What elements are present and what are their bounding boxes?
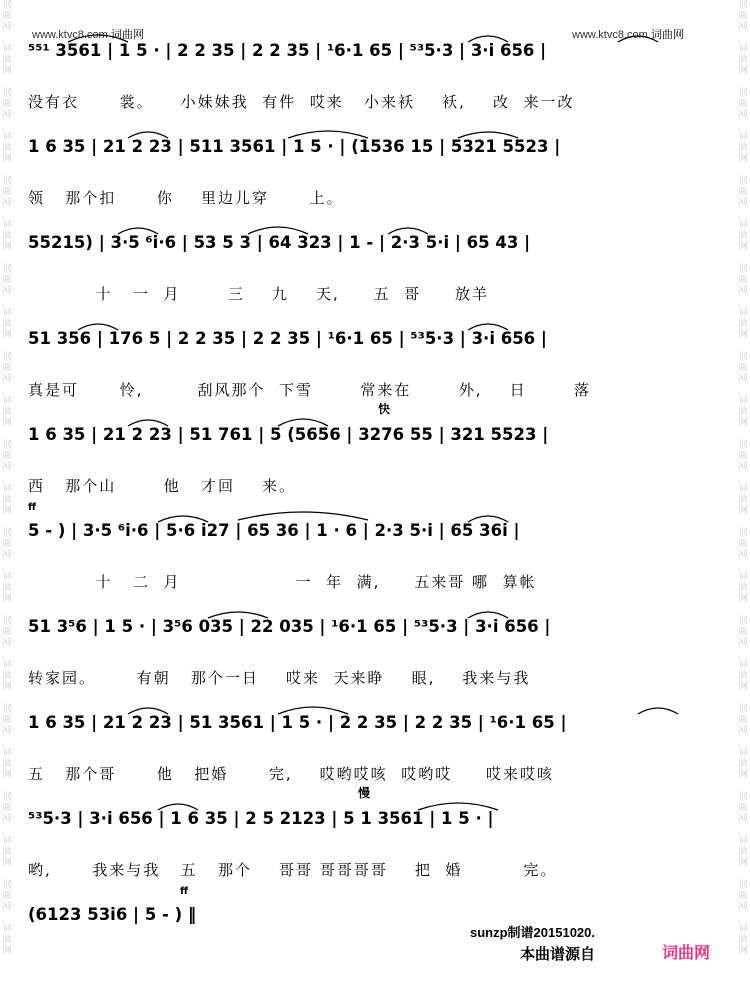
credit-text: sunzp制谱20151020. [470, 925, 596, 940]
notation-text: 51 356 | 176 5 | 2 2 35 | 2 2 35 | ¹6·1 65 | ⁵³5·3 | 3·i 656 | [28, 329, 547, 348]
score-line-5 [28, 402, 724, 510]
notation-row [28, 894, 724, 954]
lyrics-row: 转家园。 有朝 那个一日 哎来 天来睁 眼, 我来与我 [28, 669, 531, 687]
notation-row [28, 606, 724, 666]
notation-text: ⁵³5·3 | 3·i 656 | 1 6 35 | 2 5 2123 | 5 1 3561 | 1 5 · | [28, 809, 494, 828]
notation-row [28, 510, 724, 570]
lyrics-row: 十 二 月 一 年 满, 五来哥 哪 算帐 [28, 573, 537, 591]
score-line-7 [28, 606, 724, 702]
slur-arcs [28, 318, 724, 334]
score-line-2 [28, 126, 724, 222]
lyrics-row: 西 那个山 他 才回 来。 [28, 477, 297, 495]
slur-arcs [28, 510, 724, 526]
source-text: 本曲谱源自 [520, 945, 596, 963]
notation-text: 5 - ) | 3·5 ⁶i·6 | 5·6 i27 | 65 36 | 1 · 6 | 2·3 5·i | 65 36i | [28, 521, 520, 540]
tempo-mark-slow: 慢 [358, 786, 371, 800]
notation-text: 1 6 35 | 21 2 23 | 51 761 | 5 (5656 | 3276 55 | 321 5523 | [28, 425, 549, 444]
slur-arcs [28, 126, 724, 142]
watermark-right-url: www.ktvc8.com [572, 29, 648, 41]
notation-row [28, 414, 724, 474]
side-watermark-left: 词 曲 网 词 曲 网 词 曲 网 词 曲 网 词 曲 网 词 曲 网 词 曲 网 词 曲 网 词 曲 网 词 曲 网 词 曲 网 词 曲 网 词 曲 网 词 曲 网 词 曲 网 词 曲 网 词 曲 网 词 曲 网 词 曲 网 词 曲 网 词 曲 网 词 曲 网 [2, 0, 12, 956]
score-line-4 [28, 318, 724, 414]
notation-text: 1 6 35 | 21 2 23 | 51 3561 | 1 5 · | 2 2 35 | 2 2 35 | ¹6·1 65 | [28, 713, 567, 732]
slur-arcs [28, 798, 724, 814]
side-watermark-right: 词 曲 网 词 曲 网 词 曲 网 词 曲 网 词 曲 网 词 曲 网 词 曲 网 词 曲 网 词 曲 网 词 曲 网 词 曲 网 词 曲 网 词 曲 网 词 曲 网 词 曲 网 词 曲 网 词 曲 网 词 曲 网 词 曲 网 词 曲 网 词 曲 网 词 曲 网 [738, 0, 748, 956]
notation-text: ⁵⁵¹ 3561 | 1 5 · | 2 2 35 | 2 2 35 | ¹6·1 65 | ⁵³5·3 | 3·i 656 | [28, 41, 547, 60]
slur-arcs [28, 222, 724, 238]
notation-row [28, 30, 724, 90]
notation-row [28, 798, 724, 858]
notation-row [28, 318, 724, 378]
slur-arcs [28, 30, 724, 46]
notation-row [28, 702, 724, 762]
notation-row [28, 126, 724, 186]
notation-text: (6123 53i6 | 5 - ) ‖ [28, 905, 197, 924]
watermark-right-site: 词曲网 [650, 29, 684, 41]
notation-text: 1 6 35 | 21 2 23 | 511 3561 | 1 5 · | (1536 15 | 5321 5523 | [28, 137, 561, 156]
notation-text: 55215) | 3·5 ⁶i·6 | 53 5 3 | 64 323 | 1 - | 2·3 5·i | 65 43 | [28, 233, 531, 252]
score-line-8 [28, 702, 724, 798]
score-line-6 [28, 502, 724, 606]
lyrics-row: 哟, 我来与我 五 那个 哥哥 哥哥哥哥 把 婚 完。 [28, 861, 558, 879]
score-line-9 [28, 786, 724, 894]
notation-row [28, 222, 724, 282]
score-line-3 [28, 222, 724, 318]
slur-arcs [28, 702, 724, 718]
score [28, 30, 724, 990]
tempo-mark-fast: 快 [378, 402, 391, 416]
watermark-left-url: www.ktvc8.com [32, 29, 108, 41]
fermata-mark: ff [28, 502, 37, 513]
site-logo[interactable]: 词曲网 [662, 943, 711, 962]
slur-arcs [28, 414, 724, 430]
lyrics-row: 领 那个扣 你 里边儿穿 上。 [28, 189, 344, 207]
watermark-left-site: 词曲网 [110, 29, 144, 41]
lyrics-row: 五 那个哥 他 把婚 完, 哎哟哎咳 哎哟哎 哎来哎咳 [28, 765, 555, 783]
score-line-10 [28, 886, 724, 990]
slur-arcs [28, 606, 724, 622]
notation-text: 51 3⁵6 | 1 5 · | 3⁵6 035 | 22 035 | ¹6·1 65 | ⁵³5·3 | 3·i 656 | [28, 617, 551, 636]
score-line-1 [28, 30, 724, 126]
lyrics-row: 没有衣 裳。 小妹妹我 有件 哎来 小来袄 袄, 改 来一改 [28, 93, 575, 111]
lyrics-row: 真是可 怜, 刮风那个 下雪 常来在 外, 日 落 [28, 381, 592, 399]
lyrics-row: 十 一 月 三 九 天, 五 哥 放羊 [28, 285, 490, 303]
fermata-mark: ff [180, 886, 189, 897]
